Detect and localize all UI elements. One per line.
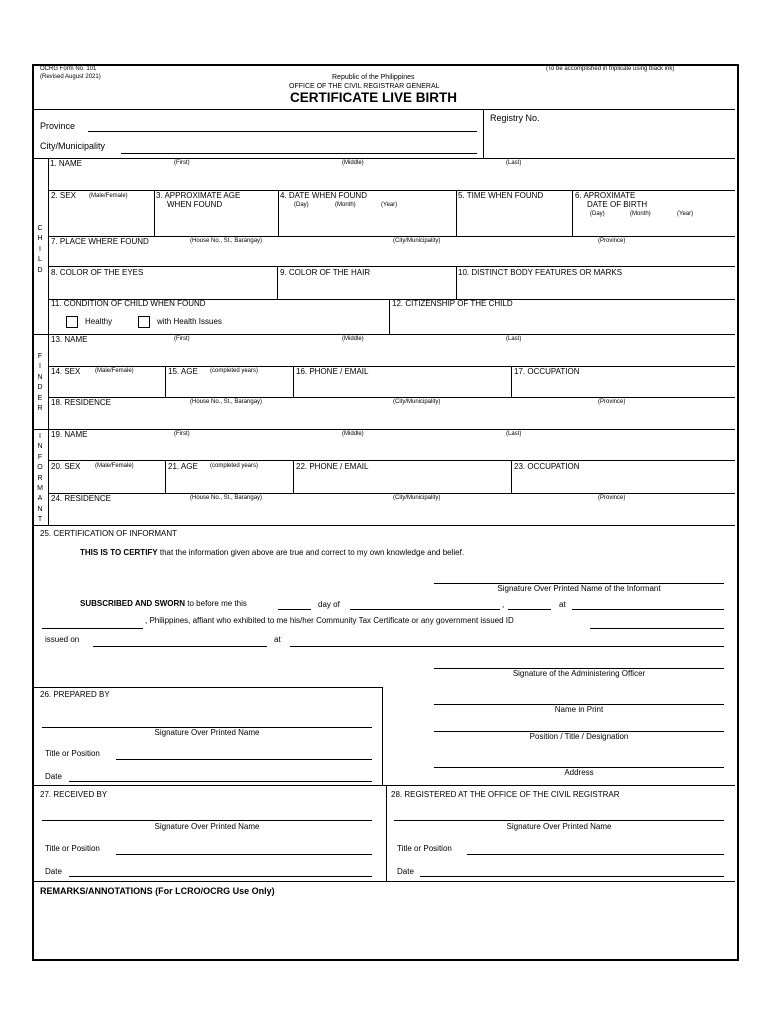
divider <box>48 397 735 398</box>
health-issues-label: with Health Issues <box>157 317 222 326</box>
divider <box>277 266 278 299</box>
province-field[interactable] <box>88 131 477 132</box>
registered-date-label: Date <box>397 867 414 876</box>
received-date-field[interactable] <box>69 876 372 877</box>
triplicate-note: (To be accomplished in triplicate using black ink) <box>546 66 675 72</box>
side-letter: N <box>37 505 43 513</box>
marks-label: 10. DISTINCT BODY FEATURES OR MARKS <box>458 268 623 277</box>
sworn-statement <box>80 600 247 608</box>
certify-rest: that the information given above are true and correct to my own knowledge and belief. <box>157 548 465 557</box>
side-letter: M <box>37 485 43 493</box>
province-hint: (Province) <box>598 238 626 244</box>
divider <box>293 366 294 397</box>
informant-phone-label: 22. PHONE / EMAIL <box>296 462 369 471</box>
registered-title-label: Title or Position <box>397 844 452 853</box>
side-letter: F <box>37 353 43 360</box>
registered-date-field[interactable] <box>420 876 724 877</box>
divider <box>572 190 573 236</box>
city-hint: (City/Municipality) <box>393 238 441 244</box>
sworn-month-field[interactable] <box>350 609 500 610</box>
child-side-label <box>33 224 47 276</box>
prepared-title-label: Title or Position <box>45 749 100 758</box>
province-hint: (Province) <box>598 495 626 501</box>
certification-title: 25. CERTIFICATION OF INFORMANT <box>40 529 178 538</box>
side-letter: N <box>37 373 43 381</box>
comma: , <box>502 600 505 609</box>
last-hint: (Last) <box>506 336 522 342</box>
side-letter: T <box>37 516 43 524</box>
healthy-checkbox[interactable] <box>66 316 78 328</box>
middle-hint: (Middle) <box>342 431 364 437</box>
finder-age-label: 15. AGE <box>168 367 198 376</box>
side-letter: D <box>37 266 43 274</box>
side-letter: A <box>37 495 43 503</box>
section-divider <box>33 429 735 430</box>
approx-age-label: 3. APPROXIMATE AGE <box>156 191 241 200</box>
first-hint: (First) <box>174 336 190 342</box>
sex-hint: (Male/Female) <box>95 463 134 469</box>
divider <box>154 190 155 236</box>
side-letter: F <box>37 453 43 461</box>
received-title-field[interactable] <box>116 854 372 855</box>
sworn-place-field[interactable] <box>572 609 724 610</box>
day-of-label: day of <box>318 600 340 609</box>
divider <box>456 190 457 236</box>
received-date-label: Date <box>45 867 62 876</box>
registered-title-field[interactable] <box>467 854 724 855</box>
position-label: Position / Title / Designation <box>529 732 629 741</box>
approx-dob-label-2: DATE OF BIRTH <box>587 200 648 209</box>
year-hint: (Year) <box>677 211 694 217</box>
divider <box>483 110 484 158</box>
id-field[interactable] <box>590 628 724 629</box>
side-column-divider <box>48 158 49 525</box>
informant-occupation-label: 23. OCCUPATION <box>514 462 580 471</box>
prepared-signature-label: Signature Over Printed Name <box>154 728 260 737</box>
informant-side-label <box>33 432 47 526</box>
received-by-title: 27. RECEIVED BY <box>40 790 108 799</box>
officer-signature-label: Signature of the Administering Officer <box>512 669 646 678</box>
finder-name-label: 13. NAME <box>51 335 88 344</box>
first-hint: (First) <box>174 431 190 437</box>
registered-signature-field[interactable] <box>394 820 724 821</box>
divider <box>48 366 735 367</box>
first-hint: (First) <box>174 160 190 166</box>
issued-at-field[interactable] <box>290 646 724 647</box>
approx-dob-label: 6. APROXIMATE <box>575 191 636 200</box>
child-name-field[interactable] <box>50 168 734 190</box>
sex-hint: (Male/Female) <box>89 193 128 199</box>
city-hint: (City/Municipality) <box>393 495 441 501</box>
divider <box>389 299 390 334</box>
year-hint: (Year) <box>381 202 398 208</box>
republic-label: Republic of the Philippines <box>332 74 415 81</box>
received-signature-field[interactable] <box>42 820 372 821</box>
received-signature-label: Signature Over Printed Name <box>154 822 260 831</box>
divider <box>48 236 735 237</box>
middle-hint: (Middle) <box>342 160 364 166</box>
remarks-field[interactable] <box>36 900 732 954</box>
side-letter: N <box>37 443 43 451</box>
place-found-label: 7. PLACE WHERE FOUND <box>51 237 149 246</box>
divider <box>278 190 279 236</box>
finder-occupation-label: 17. OCCUPATION <box>514 367 580 376</box>
issued-on-field[interactable] <box>93 646 267 647</box>
last-hint: (Last) <box>506 160 522 166</box>
side-letter: D <box>37 384 43 392</box>
issued-at-label: at <box>274 635 281 644</box>
section-divider <box>33 785 735 786</box>
side-letter: E <box>37 394 43 402</box>
prepared-date-label: Date <box>45 772 62 781</box>
finder-phone-label: 16. PHONE / EMAIL <box>296 367 369 376</box>
citizenship-label: 12. CITIZENSHIP OF THE CHILD <box>392 299 513 308</box>
city-label: City/Municipality <box>40 141 106 151</box>
remarks-title: REMARKS/ANNOTATIONS (For LCRO/OCRG Use Only) <box>40 886 275 896</box>
condition-label: 11. CONDITION OF CHILD WHEN FOUND <box>51 299 206 308</box>
city-field[interactable] <box>121 153 477 154</box>
side-letter: I <box>39 363 41 371</box>
informant-residence-label: 24. RESIDENCE <box>51 494 112 503</box>
age-hint: (completed years) <box>210 463 259 469</box>
issued-on-label: issued on <box>45 635 80 644</box>
divider <box>48 493 735 494</box>
divider <box>48 460 735 461</box>
side-letter: R <box>37 405 43 413</box>
side-letter: H <box>37 235 43 243</box>
sworn-day-field[interactable] <box>278 609 311 610</box>
house-hint: (House No., St., Barangay) <box>190 238 263 244</box>
section-divider <box>33 525 735 526</box>
time-found-label: 5. TIME WHEN FOUND <box>458 191 544 200</box>
registered-signature-label: Signature Over Printed Name <box>506 822 612 831</box>
registry-label: Registry No. <box>490 113 540 123</box>
divider <box>386 785 387 881</box>
sex-hint: (Male/Female) <box>95 368 134 374</box>
address-label: Address <box>564 768 594 777</box>
informant-name-label: 19. NAME <box>51 430 88 439</box>
prepared-by-title: 26. PREPARED BY <box>40 690 110 699</box>
affiant-statement: , Philippines, affiant who exhibited to me his/her Community Tax Certificate or any government issued ID <box>145 616 514 625</box>
city-hint: (City/Municipality) <box>393 399 441 405</box>
day-hint: (Day) <box>294 202 309 208</box>
informant-sex-label: 20. SEX <box>51 462 81 471</box>
name-in-print-label: Name in Print <box>554 705 604 714</box>
divider <box>293 460 294 493</box>
divider <box>33 109 735 110</box>
eyes-label: 8. COLOR OF THE EYES <box>51 268 144 277</box>
sworn-rest: to before me this <box>185 599 247 608</box>
month-hint: (Month) <box>630 211 651 217</box>
age-hint: (completed years) <box>210 368 259 374</box>
health-issues-checkbox[interactable] <box>138 316 150 328</box>
received-title-label: Title or Position <box>45 844 100 853</box>
finder-side-label <box>33 352 47 414</box>
approx-age-label-2: WHEN FOUND <box>167 200 223 209</box>
form-number: OCRG Form No. 101 <box>40 66 97 72</box>
house-hint: (House No., St., Barangay) <box>190 495 263 501</box>
side-letter: I <box>39 245 41 253</box>
informant-signature-label: Signature Over Printed Name of the Informant <box>497 584 661 593</box>
day-hint: (Day) <box>590 211 605 217</box>
divider <box>511 460 512 493</box>
child-name-label: 1. NAME <box>50 159 83 168</box>
prepared-date-field[interactable] <box>69 781 372 782</box>
date-found-label: 4. DATE WHEN FOUND <box>280 191 367 200</box>
revision-date: (Revised August 2021) <box>40 74 101 80</box>
side-letter: O <box>37 464 43 472</box>
side-letter: I <box>39 433 41 440</box>
middle-hint: (Middle) <box>342 336 364 342</box>
certify-bold: THIS IS TO CERTIFY <box>80 548 158 557</box>
affiant-place-field[interactable] <box>42 628 143 629</box>
office-label: OFFICE OF THE CIVIL REGISTRAR GENERAL <box>289 83 440 90</box>
section-divider <box>33 334 735 335</box>
finder-sex-label: 14. SEX <box>51 367 81 376</box>
divider <box>165 366 166 397</box>
province-label: Province <box>40 121 76 131</box>
side-letter: R <box>37 474 43 482</box>
divider <box>33 158 735 159</box>
province-hint: (Province) <box>598 399 626 405</box>
month-hint: (Month) <box>335 202 356 208</box>
divider <box>48 266 735 267</box>
certify-statement <box>80 549 464 557</box>
house-hint: (House No., St., Barangay) <box>190 399 263 405</box>
sworn-bold: SUBSCRIBED AND SWORN <box>80 599 186 608</box>
informant-age-label: 21. AGE <box>168 462 198 471</box>
divider <box>165 460 166 493</box>
registered-title: 28. REGISTERED AT THE OFFICE OF THE CIVIL REGISTRAR <box>391 790 620 799</box>
side-letter: C <box>37 225 43 232</box>
child-sex-label: 2. SEX <box>51 191 76 200</box>
prepared-title-field[interactable] <box>116 759 372 760</box>
finder-residence-label: 18. RESIDENCE <box>51 398 112 407</box>
sworn-year-field[interactable] <box>508 609 551 610</box>
section-divider <box>33 881 735 882</box>
last-hint: (Last) <box>506 431 522 437</box>
side-letter: L <box>38 256 42 264</box>
divider <box>456 266 457 299</box>
hair-label: 9. COLOR OF THE HAIR <box>280 268 371 277</box>
divider <box>511 366 512 397</box>
healthy-label: Healthy <box>85 317 113 326</box>
at-label: at <box>559 600 566 609</box>
page-title: CERTIFICATE LIVE BIRTH <box>290 90 457 105</box>
